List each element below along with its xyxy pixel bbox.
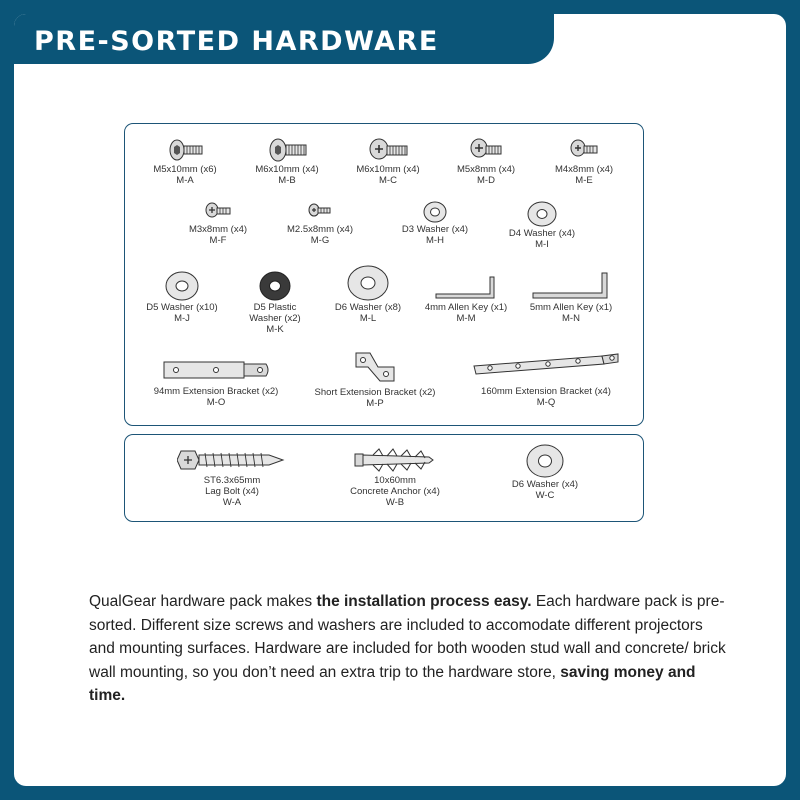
part-code: M-A	[176, 175, 194, 186]
part-m-q	[461, 346, 631, 408]
content-card	[14, 14, 786, 786]
part-label: M6x10mm (x4)	[255, 164, 319, 175]
part-label: M2.5x8mm (x4)	[287, 224, 353, 235]
washer-icon	[346, 264, 390, 302]
socket-screw-icon	[265, 136, 309, 164]
part-label-line-2: Concrete Anchor (x4)	[350, 486, 440, 497]
wall-hardware-panel	[124, 434, 644, 522]
part-code: M-C	[379, 175, 397, 186]
phillips-screw-icon	[202, 200, 234, 224]
part-w-a	[157, 445, 307, 508]
part-label: 4mm Allen Key (x1)	[424, 302, 508, 313]
description-text: QualGear hardware pack makes	[89, 593, 317, 610]
page-title: PRE-SORTED HARDWARE	[34, 26, 439, 57]
part-code: W-A	[222, 497, 242, 508]
part-label: 160mm Extension Bracket (x4)	[481, 386, 611, 397]
long-bracket-icon	[468, 346, 624, 386]
part-code: M-D	[477, 175, 495, 186]
washer-icon	[422, 200, 448, 224]
part-code: M-E	[575, 175, 593, 186]
description-emphasis: saving money and time.	[89, 663, 696, 704]
part-label-line-2: Washer (x2)	[249, 313, 301, 324]
part-code: M-P	[366, 398, 384, 409]
part-label: D5 Washer (x10)	[146, 302, 218, 313]
part-label: M6x10mm (x4)	[356, 164, 420, 175]
description-text: Each hardware pack is pre-sorted. Different size screws and washers are included to accomodate different projectors and mounting surfaces. Hardware are included for both wooden stud wall and concrete/ brick wall mounting, so you don’t need an extra trip to the hardware store,	[89, 593, 726, 681]
part-w-b	[320, 445, 470, 508]
short-bracket-icon	[350, 349, 400, 387]
part-code: M-I	[535, 239, 549, 250]
part-code: M-L	[359, 313, 377, 324]
part-code: W-C	[535, 490, 555, 501]
part-label: Short Extension Bracket (x2)	[314, 387, 436, 398]
part-label: D6 Washer (x8)	[334, 302, 402, 313]
description-paragraph	[89, 590, 729, 708]
allen-key-icon	[434, 274, 498, 302]
part-m-i	[472, 200, 612, 250]
part-code: M-B	[278, 175, 296, 186]
part-label: 10x60mm	[374, 475, 416, 486]
header-banner	[14, 14, 554, 64]
phillips-screw-icon	[567, 136, 601, 164]
part-label: M3x8mm (x4)	[188, 224, 248, 235]
description-emphasis: the installation process easy.	[316, 593, 532, 610]
part-label: D6 Washer (x4)	[511, 479, 579, 490]
part-label: D3 Washer (x4)	[401, 224, 469, 235]
part-code: M-J	[174, 313, 190, 324]
allen-key-icon	[531, 270, 611, 302]
phillips-screw-icon	[366, 136, 410, 164]
plastic-washer-icon	[258, 270, 292, 302]
part-code: W-B	[385, 497, 405, 508]
part-label: M4x8mm (x4)	[554, 164, 614, 175]
part-label: M5x8mm (x4)	[456, 164, 516, 175]
part-code: M-H	[426, 235, 444, 246]
part-label: 94mm Extension Bracket (x2)	[153, 386, 279, 397]
phillips-screw-icon	[467, 136, 505, 164]
washer-icon	[526, 200, 558, 228]
part-code: M-N	[562, 313, 580, 324]
washer-icon	[164, 270, 200, 302]
part-code: M-K	[266, 324, 284, 335]
phillips-screw-icon	[305, 200, 335, 224]
part-m-p	[300, 349, 450, 409]
socket-screw-icon	[165, 136, 205, 164]
part-code: M-G	[310, 235, 330, 246]
part-code: M-M	[456, 313, 476, 324]
part-label: D4 Washer (x4)	[508, 228, 576, 239]
part-label: 5mm Allen Key (x1)	[529, 302, 613, 313]
part-m-n	[501, 270, 641, 324]
part-m-e	[514, 136, 654, 186]
part-label-line-2: Lag Bolt (x4)	[205, 486, 259, 497]
part-code: M-O	[206, 397, 226, 408]
projector-hardware-panel	[124, 123, 644, 426]
part-w-c	[470, 443, 620, 501]
part-m-o	[141, 354, 291, 408]
extension-bracket-icon	[160, 354, 272, 386]
concrete-anchor-icon	[353, 445, 437, 475]
lag-bolt-icon	[177, 445, 287, 475]
part-code: M-Q	[536, 397, 556, 408]
part-label: ST6.3x65mm	[203, 475, 261, 486]
washer-icon	[525, 443, 565, 479]
part-label: M5x10mm (x6)	[153, 164, 217, 175]
part-label: D5 Plastic	[253, 302, 297, 313]
part-code: M-F	[209, 235, 227, 246]
